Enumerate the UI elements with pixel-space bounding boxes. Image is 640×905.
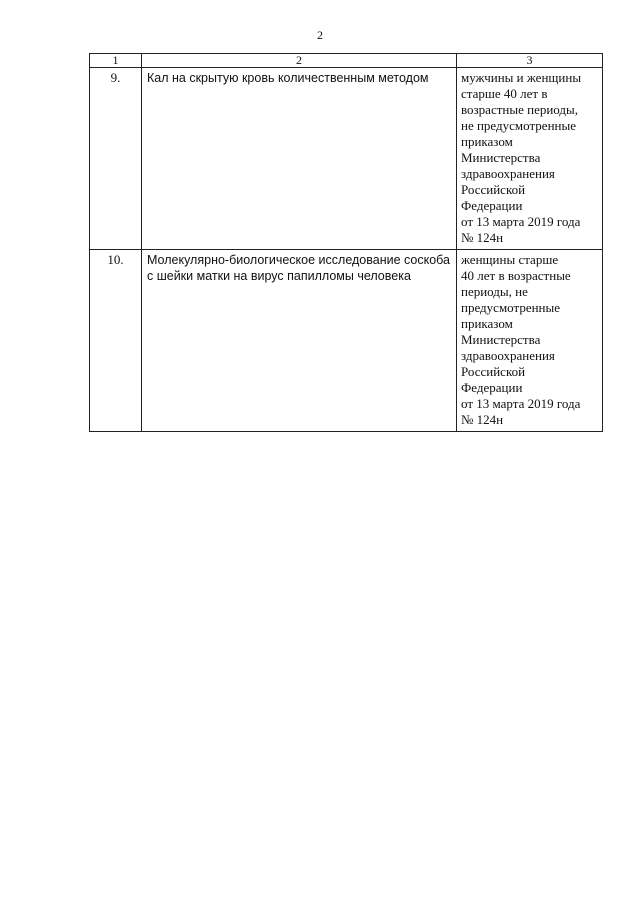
condition-line: Российской [461,364,526,379]
table-row [90,68,603,250]
condition-line: Министерства [461,150,541,165]
eligibility-condition [457,250,603,432]
column-header-3: 3 [457,54,603,68]
study-name: Молекулярно-биологическое исследование соскоба с шейки матки на вирус папилломы человека [142,250,457,432]
condition-line: предусмотренные [461,300,561,315]
condition-line: Российской [461,182,526,197]
study-name: Кал на скрытую кровь количественным методом [142,68,457,250]
row-number: 9. [90,68,142,250]
table-row [90,250,603,432]
condition-line: женщины старше [461,252,559,267]
condition-line: от 13 марта 2019 года [461,214,581,229]
condition-line: Федерации [461,380,523,395]
condition-line: от 13 марта 2019 года [461,396,581,411]
condition-line: периоды, не [461,284,528,299]
condition-line: № 124н [461,230,504,245]
condition-line: приказом [461,316,513,331]
row-number: 10. [90,250,142,432]
condition-line: № 124н [461,412,504,427]
condition-line: здравоохранения [461,348,555,363]
column-header-2: 2 [142,54,457,68]
main-table [89,53,603,432]
condition-line: мужчины и женщины [461,70,582,85]
condition-line: здравоохранения [461,166,555,181]
condition-line: старше 40 лет в [461,86,548,101]
page-number: 2 [317,28,323,42]
table-header-row [90,54,603,68]
condition-line: не предусмотренные [461,118,577,133]
column-header-1: 1 [90,54,142,68]
condition-line: Федерации [461,198,523,213]
condition-line: возрастные периоды, [461,102,579,117]
eligibility-condition [457,68,603,250]
condition-line: приказом [461,134,513,149]
condition-line: Министерства [461,332,541,347]
condition-line: 40 лет в возрастные [461,268,571,283]
